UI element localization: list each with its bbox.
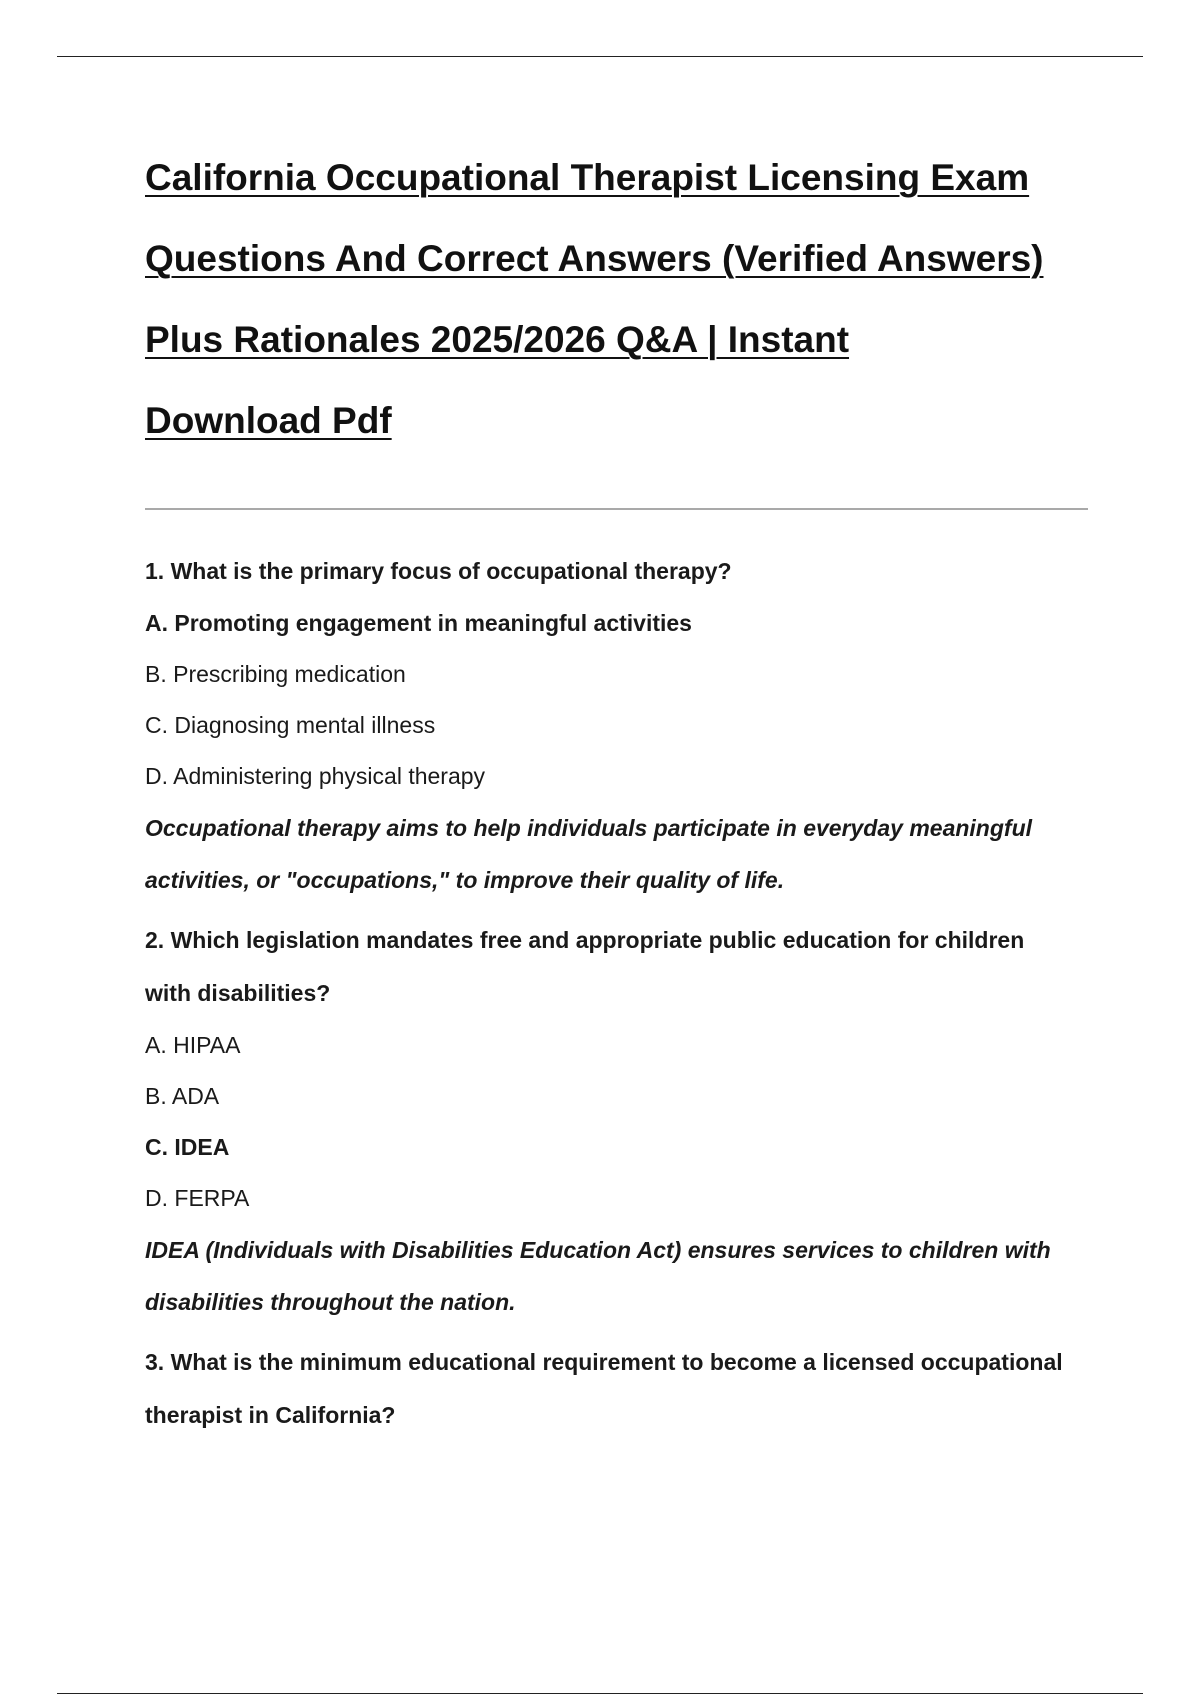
title-line: Plus Rationales 2025/2026 Q&A | Instant bbox=[145, 319, 850, 360]
rationale-text: IDEA (Individuals with Disabilities Education Act) ensures services to children with disabilities throughout the nation. bbox=[145, 1237, 1051, 1315]
question-list bbox=[145, 545, 1065, 1450]
question-text: 1. What is the primary focus of occupational therapy? bbox=[145, 558, 732, 584]
bottom-page-rule bbox=[57, 1693, 1143, 1694]
answer-option: D. Administering physical therapy bbox=[145, 763, 486, 789]
title-line: California Occupational Therapist Licensing Exam bbox=[145, 157, 1030, 198]
answer-option: C. Diagnosing mental illness bbox=[145, 712, 436, 738]
question-block-2 bbox=[145, 914, 1065, 1328]
question-text: 3. What is the minimum educational requirement to become a licensed occupational therapist in California? bbox=[145, 1349, 1063, 1428]
rationale-text: Occupational therapy aims to help individuals participate in everyday meaningful activities, or "occupations," to improve their quality of life. bbox=[145, 815, 1033, 893]
title-line: Questions And Correct Answers (Verified Answers) bbox=[145, 238, 1044, 279]
answer-option: B. ADA bbox=[145, 1083, 220, 1109]
title-line: Download Pdf bbox=[145, 400, 392, 441]
answer-option: A. HIPAA bbox=[145, 1032, 241, 1058]
answer-option: D. FERPA bbox=[145, 1185, 250, 1211]
question-block-1 bbox=[145, 545, 1065, 906]
question-block-3 bbox=[145, 1336, 1065, 1442]
answer-option-correct: C. IDEA bbox=[145, 1134, 230, 1160]
answer-option: B. Prescribing medication bbox=[145, 661, 406, 687]
document-title bbox=[145, 137, 1105, 461]
question-text: 2. Which legislation mandates free and appropriate public education for children with disabilities? bbox=[145, 927, 1025, 1006]
top-page-rule bbox=[57, 56, 1143, 57]
answer-option-correct: A. Promoting engagement in meaningful activities bbox=[145, 610, 692, 636]
section-divider bbox=[145, 508, 1088, 510]
